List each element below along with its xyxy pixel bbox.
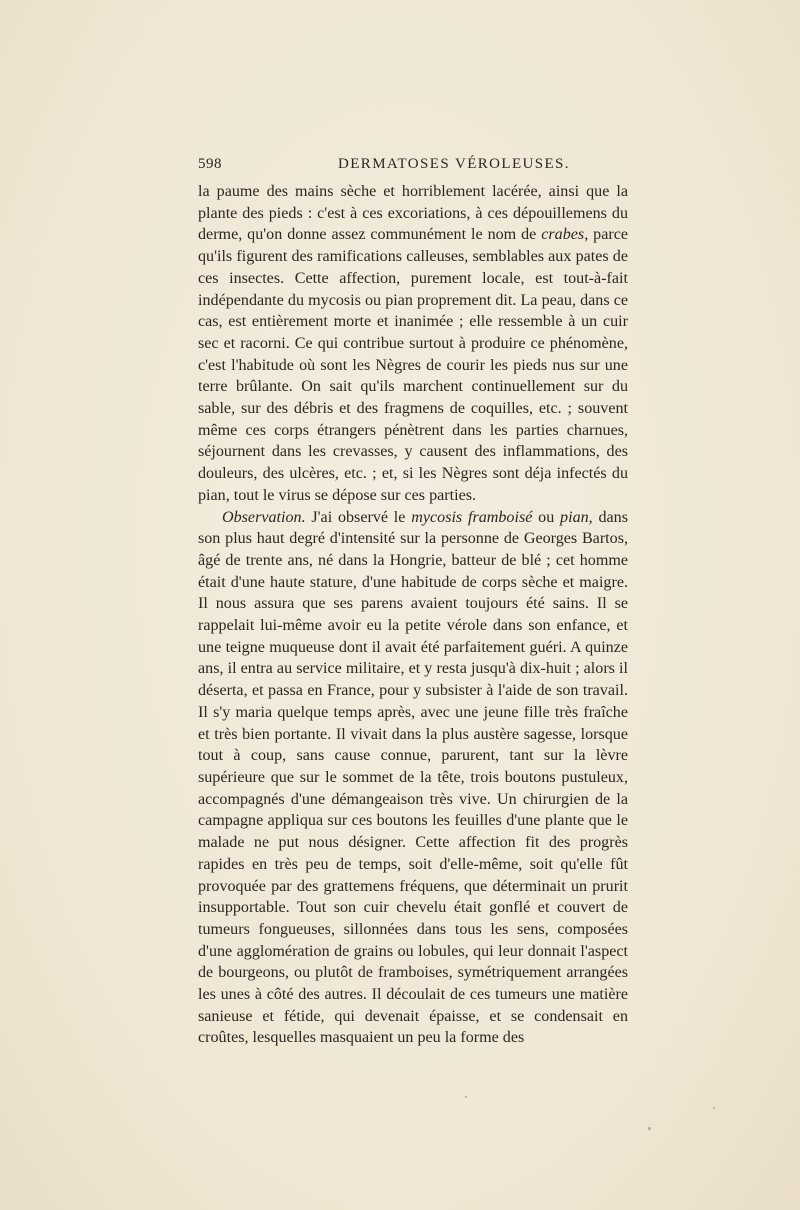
paper-speck bbox=[713, 1107, 715, 1109]
paragraph-observation bbox=[198, 507, 628, 1050]
paper-speck bbox=[648, 1127, 651, 1130]
italic-term: mycosis framboisé bbox=[411, 508, 533, 526]
text-run: J'ai observé le bbox=[305, 508, 412, 526]
text-run: , parce qu'ils figurent des ramifications calleuses, semblables aux pates de ces insectes. Cette affection, purement locale, est tout-à-fait indépendante du mycosis ou pian proprement dit. La peau, dans ce cas, est entièrement morte et inanimée ; elle ressemble à un cuir sec et racorni. Ce qui contribue surtout à produire ce phénomène, c'est l'habitude où sont les Nègres de courir les pieds nus sur une terre brûlante. On sait qu'ils marchent continuellement sur du sable, sur des débris et des fragmens de coquilles, etc. ; souvent même ces corps étrangers pénètrent dans les parties charnues, séjournent dans les crevasses, y causent des inflammations, des douleurs, des ulcères, etc. ; et, si les Nègres sont déja infectés du pian, tout le virus se dépose sur ces parties. bbox=[198, 226, 628, 504]
text-run: dans son plus haut degré d'intensité sur la personne de Georges Bartos, âgé de trente ans, né dans la Hongrie, batteur de blé ; cet homme était d'une haute stature, d'une habitude de corps sèche et maigre. Il nous assura que ses parens avaient toujours été sains. Il se rappelait lui-même avoir eu la petite vérole dans son enfance, et une teigne muqueuse dont il avait été parfaitement guéri. A quinze ans, il entra au service militaire, et y resta jusqu'à dix-huit ; alors il déserta, et passa en France, pour y subsister à l'aide de son travail. Il s'y maria quelque temps après, avec une jeune fille très fraîche et très bien portante. Il vivait dans la plus austère sagesse, lorsque tout à coup, sans cause connue, parurent, tant sur la lèvre supérieure que sur le sommet de la tête, trois boutons pustuleux, accompagnés d'une démangeaison très vive. Un chirurgien de la campagne appliqua sur ces boutons les feuilles d'une plante que le malade ne put nous désigner. Cette affection fit des progrès rapides en très peu de temps, soit d'elle-même, soit qu'elle fût provoquée par des grattemens fréquens, que déterminait un prurit insupportable. Tout son cuir chevelu était gonflé et couvert de tumeurs fongueuses, sillonnées dans tous les sens, composées d'une agglomération de grains ou lobules, qui leur donnait l'aspect de bourgeons, ou plutôt de framboises, symétriquement arrangées les unes à côté des autres. Il découlait de ces tumeurs une matière sanieuse et fétide, qui devenait épaisse, et se condensait en croûtes, lesquelles masquaient un peu la forme des bbox=[198, 508, 628, 1047]
observation-heading: Observation. bbox=[222, 508, 306, 526]
body-text bbox=[198, 181, 628, 1049]
text-run: la paume des mains sèche et horriblement lacérée, ainsi que la plante des pieds : c'est à ces excoriations, à ces dépouillemens du derme, qu'on donne assez communément le nom de bbox=[198, 183, 628, 244]
page-header bbox=[198, 156, 628, 180]
running-title: DERMATOSES VÉROLEUSES. bbox=[338, 156, 570, 172]
paper-speck bbox=[465, 1096, 467, 1098]
text-run: ou bbox=[532, 508, 561, 526]
page-number: 598 bbox=[198, 156, 222, 172]
italic-term: crabes bbox=[541, 226, 585, 244]
italic-term: pian, bbox=[560, 508, 593, 526]
paragraph bbox=[198, 181, 628, 507]
